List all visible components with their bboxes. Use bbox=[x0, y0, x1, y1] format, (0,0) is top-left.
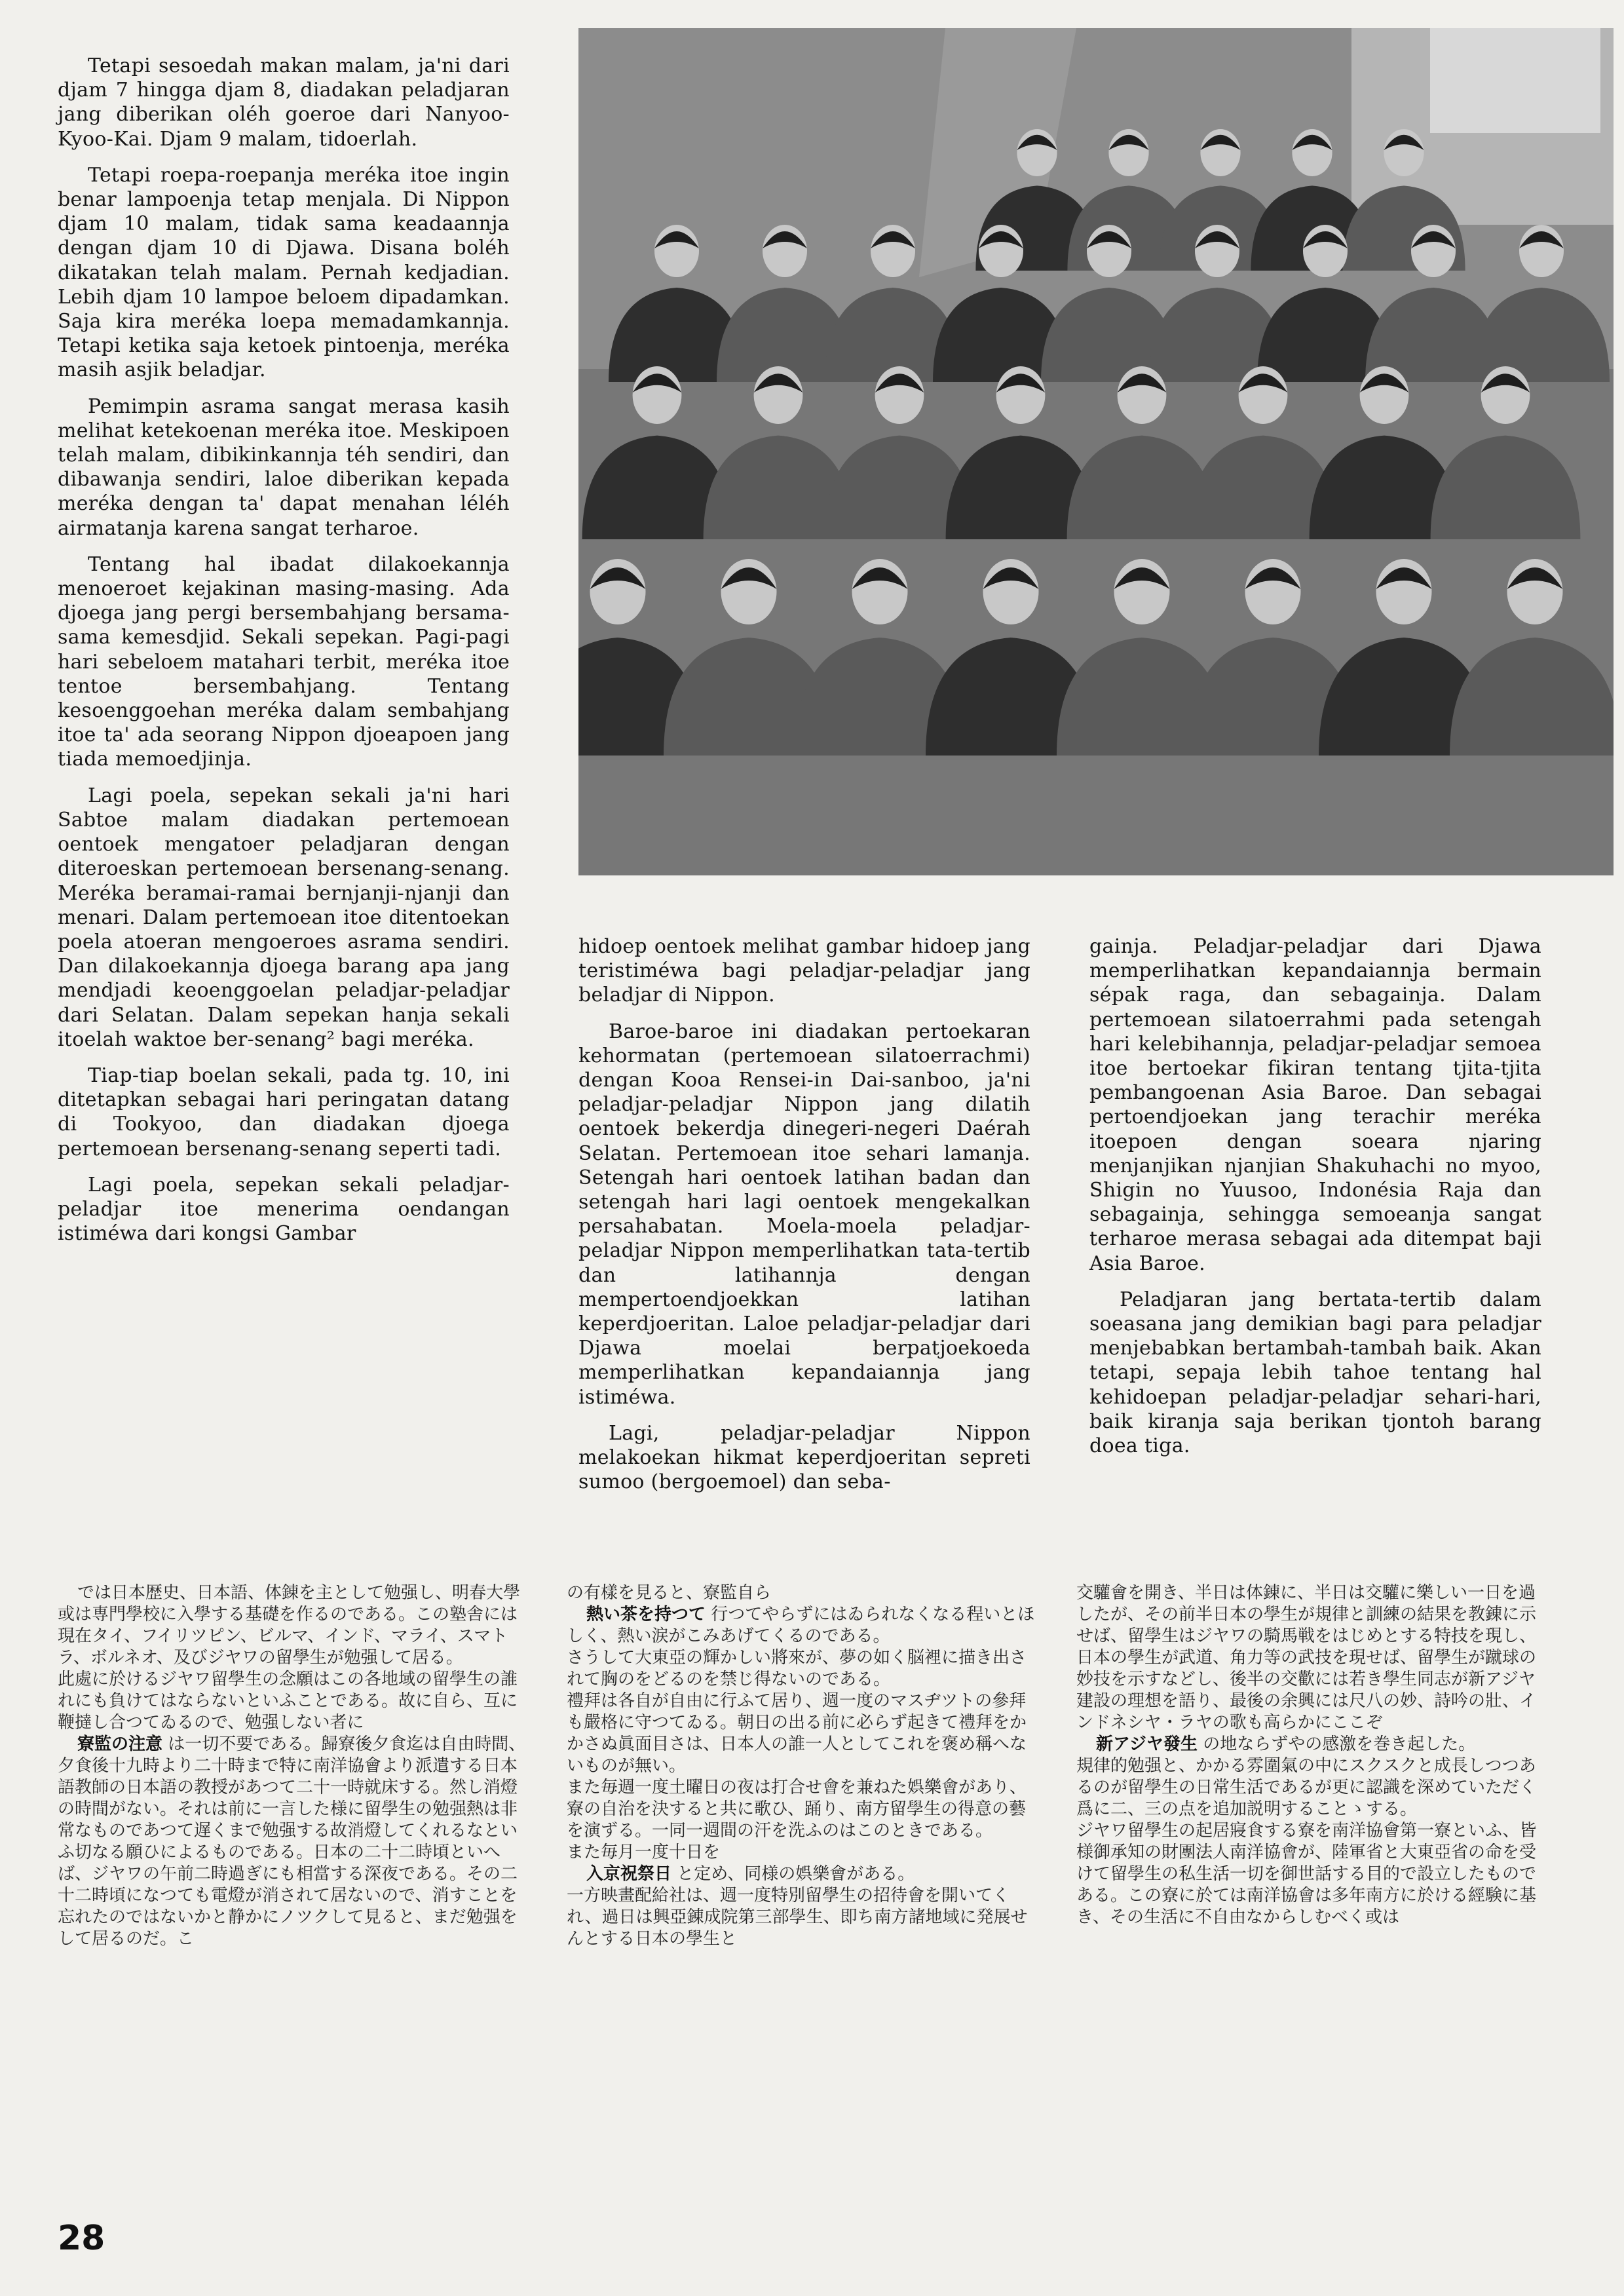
article-paragraph: Tetapi roepa-roepanja meréka itoe ingin benar lampoenja tetap menjala. Di Nippon djam 10 malam, tidak sama keadaannja dengan djam 10 di Djawa. Disana boléh dikatakan telah malam. Pernah kedjadian. Lebih djam 10 lampoe beloem dipadamkan. Saja kira meréka loepa memadamkannja. Tetapi ketika saja ketoek pintoenja, meréka masih asjik beladjar. bbox=[58, 163, 510, 382]
japanese-paragraph: ジヤワ留學生の起居寢食する寮を南洋協會第一寮といふ、皆様御承知の財團法人南洋協會が、陸軍省と大東亞省の命を受けて留學生の私生活一切を御世話する目的で設立したものである。この寮に於ては南洋協會は多年南方に於ける經験に基き、その生活に不自由なからしむべく或は bbox=[1076, 1821, 1537, 1927]
article-paragraph: gainja. Peladjar-peladjar dari Djawa memperlihatkan kepandaiannja bermain sépak raga, dan sebagainja. Dalam pertemoean silatoerrahmi pada setengah hari kelebihannja, peladjar-peladjar semoea itoe bertoekar fikiran tentang tjita-tjita pembangoenan Asia Baroe. Dan sebagai pertoendjoekan jang terachir meréka itoepoen dengan soeara njaring menjanjikan njanjian Shakuhachi no myoo, Shigin no Yuusoo, Indonésia Raja dan sebagainja, sehingga semoeanja sangat terharoe merasa sebagai ada ditempat baji Asia Baroe. bbox=[1089, 935, 1541, 1275]
japanese-paragraph: 入京祝祭日 と定め、同様の娯樂會がある。 bbox=[586, 1864, 915, 1884]
japanese-column-1 bbox=[58, 1582, 529, 1950]
article-column-3 bbox=[1089, 934, 1541, 1470]
japanese-paragraph: 熱い茶を持つて 行つてやらずにはゐられなくなる程いとほしく、熱い涙がこみあげてくるのである。 bbox=[567, 1605, 1035, 1646]
japanese-paragraph: また毎月一度十日を bbox=[567, 1843, 721, 1862]
japanese-paragraph: 交驩會を開き、半日は体錬に、半日は交驩に樂しい一日を過したが、その前半日本の學生が規律と訓練の結果を教錬に示せば、留學生はジヤワの騎馬戦をはじめとする特技を現し、日本の學生が武道、角力等の武技を現せば、留學生が蹴球の妙技を示すなどし、後半の交歡には若き學生同志が新アジヤ建設の理想を語り、最後の余興には尺八の妙、詩吟の壯、インドネシヤ・ラヤの歌も高らかにここぞ bbox=[1076, 1583, 1537, 1732]
group-photo-image bbox=[578, 28, 1614, 875]
japanese-paragraph: 規律的勉强と、かかる雰圍氣の中にスクスクと成長しつつあるのが留學生の日常生活であるが更に認識を深めていただく爲に二、三の点を追加説明することゝする。 bbox=[1076, 1756, 1537, 1819]
article-paragraph: Lagi poela, sepekan sekali ja'ni hari Sabtoe malam diadakan pertemoean oentoek mengatoer peladjaran dengan diteroeskan pertemoean bersenang-senang. Meréka beramai-ramai bernjanji-njanji dan menari. Dalam pertemoean itoe ditentoekan poela atoeran mengoeroes asrama sendiri. Dan dilakoekannja djoega barang apa jang mendjadi keoenggoelan peladjar-peladjar dari Selatan. Dalam sepekan hanja sekali itoelah waktoe ber-senang² bagi meréka. bbox=[58, 784, 510, 1051]
japanese-paragraph: 新アジヤ發生 の地ならずやの感激を巻き起した。 bbox=[1096, 1734, 1476, 1754]
article-paragraph: Baroe-baroe ini diadakan pertoekaran kehormatan (pertemoean silatoerrachmi) dengan Kooa Rensei-in Dai-sanboo, ja'ni peladjar-peladjar Nippon jang dilatih oentoek bekerdja dinegeri-negeri Daérah Selatan. Pertemoean itoe sehari lamanja. Setengah hari oentoek latihan badan dan setengah hari lagi oentoek mengekalkan persahabatan. Moela-moela peladjar-peladjar Nippon memperlihatkan tata-tertib dan latihannja dengan mempertoendjoekkan latihan keperdjoeritan. Laloe peladjar-peladjar dari Djawa moelai berpatjoekoeda memperlihatkan kepandaiannja jang istiméwa. bbox=[578, 1020, 1030, 1409]
article-paragraph: hidoep oentoek melihat gambar hidoep jang teristiméwa bagi peladjar-peladjar jang beladjar di Nippon. bbox=[578, 935, 1030, 1007]
japanese-paragraph: 一方映畫配給社は、週一度特別留學生の招待會を開いてくれ、過日は興亞錬成院第三部學生、即ち南方諸地域に発展せんとする日本の學生と bbox=[567, 1886, 1028, 1949]
japanese-paragraph: では日本歴史、日本語、体錬を主として勉强し、明春大學或は専門學校に入學する基礎を作るのである。この塾舎には現在タイ、フイリツピン、ビルマ、インド、マライ、スマトラ、ボルネオ、及びジヤワの留學生が勉强して居る。 bbox=[58, 1583, 521, 1668]
japanese-subheading: 寮監の注意 bbox=[77, 1734, 163, 1754]
page-number: 28 bbox=[58, 2219, 105, 2258]
article-paragraph: Lagi poela, sepekan sekali peladjar-peladjar itoe menerima oendangan istiméwa dari kongsi Gambar bbox=[58, 1173, 510, 1246]
article-paragraph: Pemimpin asrama sangat merasa kasih melihat ketekoenan meréka itoe. Meskipoen telah malam, dibikinkannja téh sendiri, dan dibawanja sendiri, laloe diberikan kepada meréka dengan ta' dapat menahan léléh airmatanja karena sangat terharoe. bbox=[58, 394, 510, 540]
article-paragraph: Tentang hal ibadat dilakoekannja menoeroet kejakinan masing-masing. Ada djoega jang pergi bersembahjang bersama-sama kemesdjid. Sekali sepekan. Pagi-pagi hari sebeloem matahari terbit, meréka itoe tentoe bersembahjang. Tentang kesoenggoehan meréka dalam sembahjang itoe ta' ada seorang Nippon djoeapoen jang tiada memoedjinja. bbox=[58, 552, 510, 771]
japanese-column-3 bbox=[1076, 1582, 1548, 1928]
japanese-paragraph: 寮監の注意 は一切不要である。歸寮後夕食迄は自由時間、夕食後十九時より二十時まで特に南洋協會より派遣する日本語教師の日本語の教授があつて二十一時就床する。然し消燈の時間がない。それは前に一言した様に留學生の勉强熱は非常なものであつて遅くまで勉强する故消燈してくれるなといふ切なる願ひによるものである。日本の二十二時頃といへば、ジヤワの午前二時過ぎにも相當する深夜である。その二十二時頃になつても電燈が消されて居ないので、消すことを忘れたのではないかと静かにノツクして見ると、まだ勉强をして居るのだ。こ bbox=[58, 1734, 526, 1949]
japanese-subheading: 熱い茶を持つて bbox=[586, 1605, 706, 1624]
article-paragraph: Lagi, peladjar-peladjar Nippon melakoekan hikmat keperdjoeritan sepreti sumoo (bergoemoel) dan seba- bbox=[578, 1421, 1030, 1494]
article-column-2 bbox=[578, 934, 1030, 1506]
japanese-paragraph: さうして大東亞の輝かしい將來が、夢の如く脳裡に描き出されて胸のをどるのを禁じ得ないのである。 bbox=[567, 1648, 1027, 1689]
japanese-subheading: 入京祝祭日 bbox=[586, 1864, 672, 1884]
article-column-1 bbox=[58, 54, 510, 1257]
japanese-subheading: 新アジヤ發生 bbox=[1096, 1734, 1198, 1754]
article-paragraph: Tiap-tiap boelan sekali, pada tg. 10, ini ditetapkan sebagai hari peringatan datang di Tookyoo, dan diadakan djoega pertemoean bersenang-senang seperti tadi. bbox=[58, 1063, 510, 1160]
article-paragraph: Tetapi sesoedah makan malam, ja'ni dari djam 7 hingga djam 8, diadakan peladjaran jang diberikan oléh goeroe dari Nanyoo-Kyoo-Kai. Djam 9 malam, tidoerlah. bbox=[58, 54, 510, 151]
article-paragraph: Peladjaran jang bertata-tertib dalam soeasana jang demikian bagi para peladjar menjebabkan bertambah-tambah baik. Akan tetapi, sepaja lebih tahoe tentang hal kehidoepan peladjar-peladjar sehari-hari, baik kiranja saja berikan tjontoh barang doea tiga. bbox=[1089, 1288, 1541, 1458]
japanese-paragraph: の有樣を見ると、寮監自ら bbox=[567, 1583, 772, 1603]
japanese-paragraph: 禮拜は各自が自由に行ふて居り、週一度のマスヂツトの參拜も嚴格に守つてゐる。朝日の出る前に必らず起きて禮拜をかかさぬ眞面目さは、日本人の誰一人としてこれを褒め稱へないものが無い。 bbox=[567, 1691, 1027, 1776]
japanese-column-2 bbox=[567, 1582, 1038, 1950]
japanese-paragraph: また毎週一度土曜日の夜は打合せ會を兼ねた娯樂會があり、寮の自治を決すると共に歌ひ、踊り、南方留學生の得意の藝を演ずる。一同一週間の汗を洗ふのはこのときである。 bbox=[567, 1778, 1027, 1841]
group-photo bbox=[578, 28, 1614, 875]
japanese-paragraph: 此處に於けるジヤワ留學生の念願はこの各地域の留學生の誰れにも負けてはならないといふことである。故に自ら、互に鞭撻し合つてゐるので、勉强しない者に bbox=[58, 1670, 518, 1732]
